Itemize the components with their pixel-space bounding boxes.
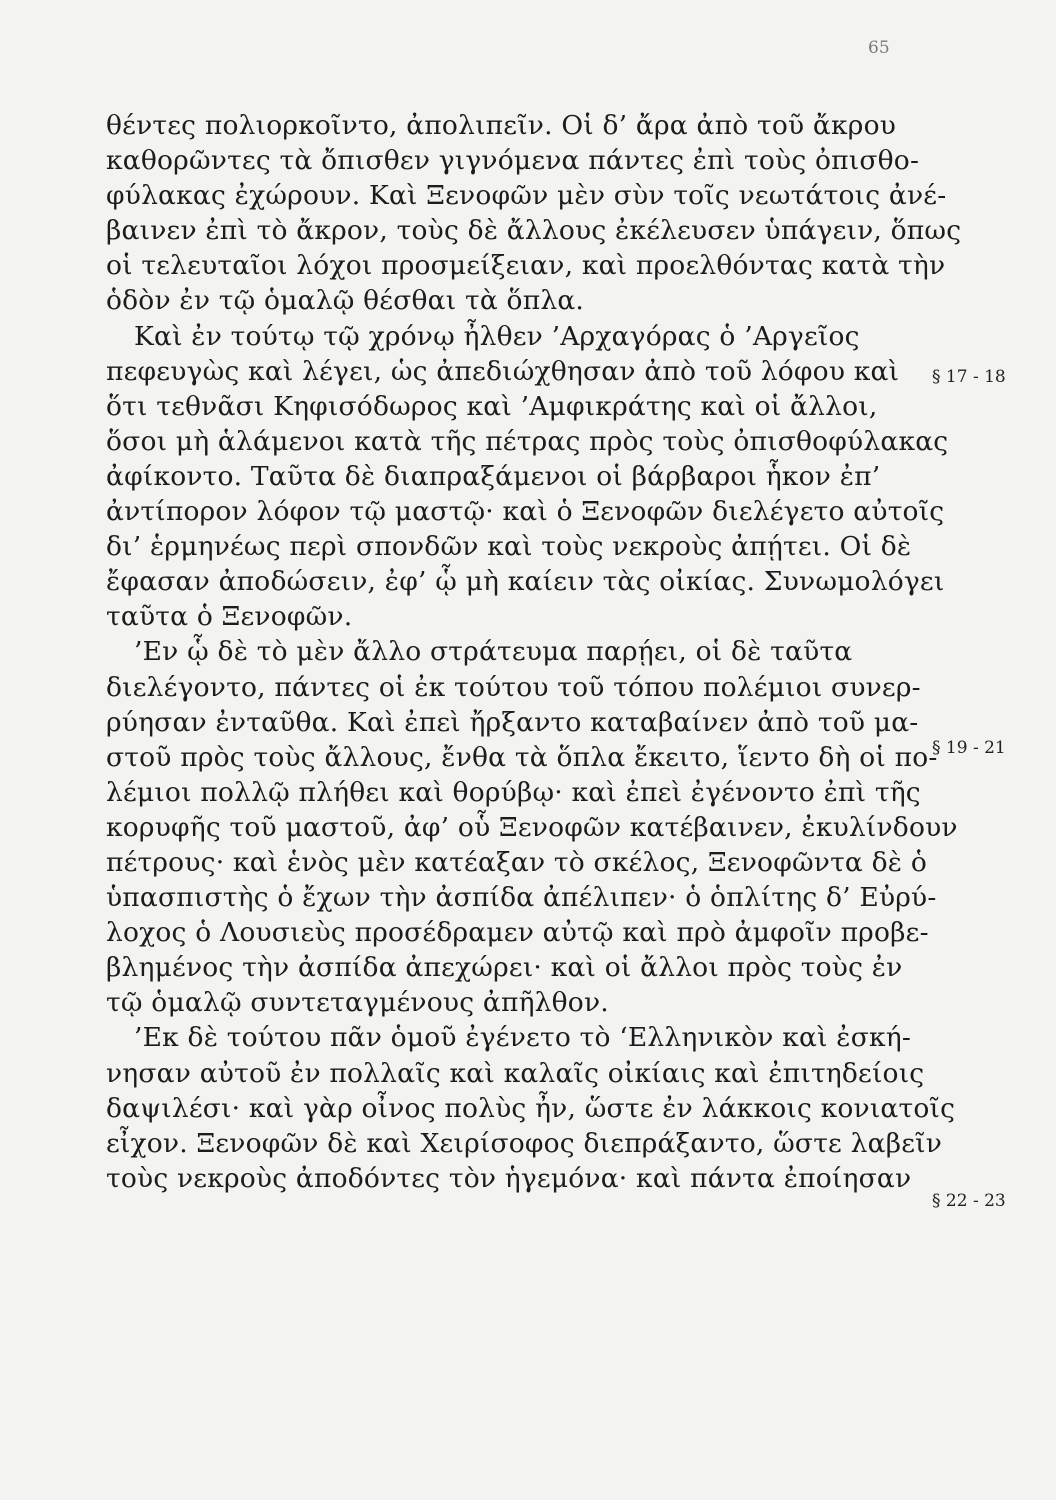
page-number: 65 (868, 38, 890, 58)
paragraph-start-line: ’Εν ᾧ δὲ τὸ μὲν ἄλλο στράτευμα παρῄει, οἱ δὲ ταῦτα (134, 636, 853, 668)
text-line: πέτρους· καὶ ἑνὸς μὲν κατέαξαν τὸ σκέλος, Ξενοφῶντα δὲ ὁ (106, 846, 928, 878)
greek-text-body (106, 108, 962, 1196)
text-line: οἱ τελευταῖοι λόχοι προσμείξειαν, καὶ προελθόντας κατὰ τὴν (106, 250, 946, 282)
text-line: ἀφίκοντο. Ταῦτα δὲ διαπραξάμενοι οἱ βάρβαροι ἧκον ἐπ’ (106, 460, 881, 492)
text-line: φύλακας ἐχώρουν. Καὶ Ξενοφῶν μὲν σὺν τοῖς νεωτάτοις ἀνέ- (106, 180, 947, 212)
text-line: ὑπασπιστὴς ὁ ἔχων τὴν ἀσπίδα ἀπέλιπεν· ὁ ὁπλίτης δ’ Εὐρύ- (106, 882, 937, 914)
paragraph-start-line: ’Εκ δὲ τούτου πᾶν ὁμοῦ ἐγένετο τὸ ‘Ελληνικὸν καὶ ἐσκή- (134, 1022, 911, 1054)
text-line: πεφευγὼς καὶ λέγει, ὡς ἀπεδιώχθησαν ἀπὸ τοῦ λόφου καὶ (106, 355, 900, 387)
text-line: εἶχον. Ξενοφῶν δὲ καὶ Χειρίσοφος διεπράξαντο, ὥστε λαβεῖν (106, 1127, 943, 1159)
text-line: ὁδὸν ἐν τῷ ὁμαλῷ θέσθαι τὰ ὅπλα. (106, 285, 585, 317)
text-line: τῷ ὁμαλῷ συντεταγμένους ἀπῆλθον. (106, 987, 609, 1019)
text-line: ὅτι τεθνᾶσι Κηφισόδωρος καὶ ’Αμφικράτης καὶ οἱ ἄλλοι, (106, 390, 878, 422)
text-line: νησαν αὐτοῦ ἐν πολλαῖς καὶ καλαῖς οἰκίαις καὶ ἐπιτηδείοις (106, 1057, 925, 1089)
paragraph-start-line: Καὶ ἐν τούτῳ τῷ χρόνῳ ἦλθεν ’Αρχαγόρας ὁ ’Αργεῖος (134, 320, 860, 352)
text-line: λέμιοι πολλῷ πλήθει καὶ θορύβῳ· καὶ ἐπεὶ ἐγένοντο ἐπὶ τῆς (106, 776, 921, 808)
text-line: ταῦτα ὁ Ξενοφῶν. (106, 601, 353, 633)
section-reference: § 19 - 21 (932, 738, 1006, 758)
text-line: ὅσοι μὴ ἁλάμενοι κατὰ τῆς πέτρας πρὸς τοὺς ὀπισθοφύλακας (106, 425, 949, 457)
text-line: κορυφῆς τοῦ μαστοῦ, ἀφ’ οὗ Ξενοφῶν κατέβαινεν, ἐκυλίνδουν (106, 811, 958, 843)
text-line: δαψιλέσι· καὶ γὰρ οἶνος πολὺς ἦν, ὥστε ἐν λάκκοις κονιατοῖς (106, 1092, 956, 1124)
section-reference: § 17 - 18 (932, 367, 1006, 387)
text-line: βλημένος τὴν ἀσπίδα ἀπεχώρει· καὶ οἱ ἄλλοι πρὸς τοὺς ἐν (106, 952, 903, 984)
text-line: τοὺς νεκροὺς ἀποδόντες τὸν ἡγεμόνα· καὶ πάντα ἐποίησαν (106, 1162, 912, 1194)
section-reference: § 22 - 23 (932, 1191, 1006, 1211)
text-line: ἔφασαν ἀποδώσειν, ἐφ’ ᾧ μὴ καίειν τὰς οἰκίας. Συνωμολόγει (106, 566, 945, 598)
text-line: θέντες πολιορκοῖντο, ἀπολιπεῖν. Οἱ δ’ ἄρα ἀπὸ τοῦ ἄκρου (106, 110, 897, 141)
text-line: διελέγοντο, πάντες οἱ ἐκ τούτου τοῦ τόπου πολέμιοι συνερ- (106, 671, 921, 703)
text-line: λοχος ὁ Λουσιεὺς προσέδραμεν αὐτῷ καὶ πρὸ ἀμφοῖν προβε- (106, 917, 929, 949)
text-line: ἀντίπορον λόφον τῷ μαστῷ· καὶ ὁ Ξενοφῶν διελέγετο αὐτοῖς (106, 496, 945, 528)
text-line: δι’ ἑρμηνέως περὶ σπονδῶν καὶ τοὺς νεκροὺς ἀπῄτει. Οἱ δὲ (106, 531, 912, 563)
text-line: στοῦ πρὸς τοὺς ἄλλους, ἔνθα τὰ ὅπλα ἔκειτο, ἵεντο δὴ οἱ πο- (106, 741, 938, 773)
text-line: ρύησαν ἐνταῦθα. Καὶ ἐπεὶ ἤρξαντο καταβαίνεν ἀπὸ τοῦ μα- (106, 706, 919, 738)
text-line: βαινεν ἐπὶ τὸ ἄκρον, τοὺς δὲ ἄλλους ἐκέλευσεν ὑπάγειν, ὅπως (106, 215, 962, 247)
text-line: καθορῶντες τὰ ὄπισθεν γιγνόμενα πάντες ἐπὶ τοὺς ὀπισθο- (106, 145, 920, 177)
